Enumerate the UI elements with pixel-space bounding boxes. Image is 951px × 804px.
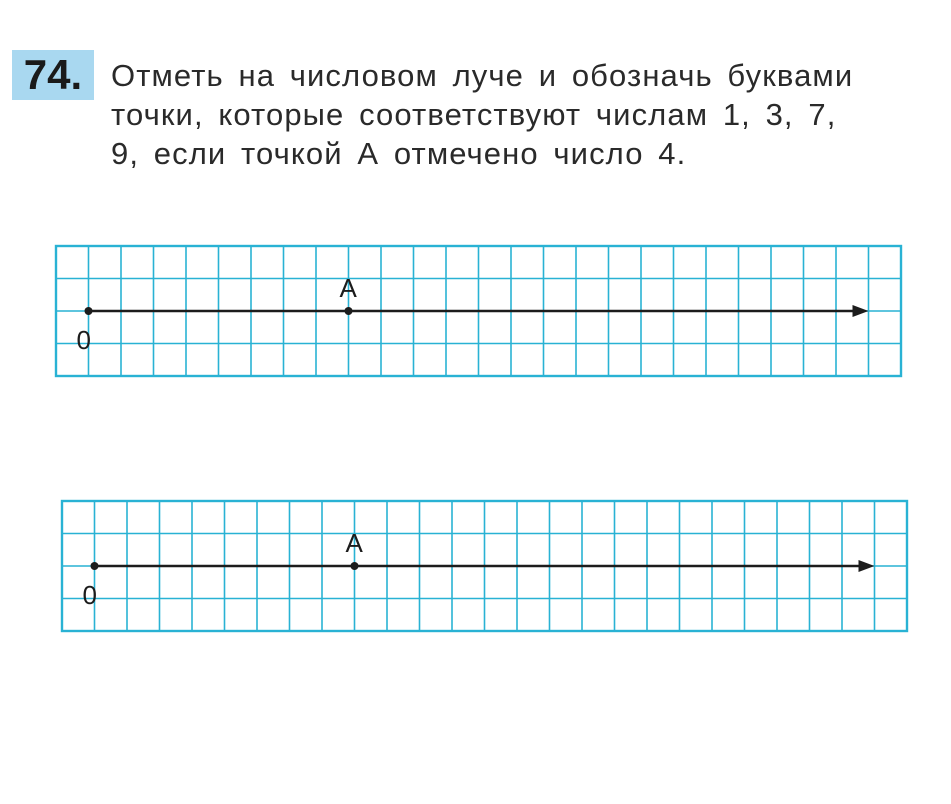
number-ray-grid-1 [50, 240, 906, 380]
point-a-label: A [339, 273, 357, 303]
task-text-line-1: Отметь на числовом луче и обозначь буквами [111, 58, 854, 93]
origin-label: 0 [82, 580, 97, 610]
point-a [345, 307, 353, 315]
number-ray-grid-2 [56, 495, 912, 635]
task-text-line-3: 9, если точкой А отмечено число 4. [111, 136, 687, 171]
arrow-head-icon [859, 560, 875, 572]
origin-point [91, 562, 99, 570]
arrow-head-icon [853, 305, 869, 317]
origin-point [85, 307, 93, 315]
point-a-label: A [345, 528, 363, 558]
point-a [351, 562, 359, 570]
task-number-badge: 74. [12, 50, 94, 100]
task-text-line-2: точки, которые соответствуют числам 1, 3, 7, [111, 97, 837, 132]
origin-label: 0 [76, 325, 91, 355]
